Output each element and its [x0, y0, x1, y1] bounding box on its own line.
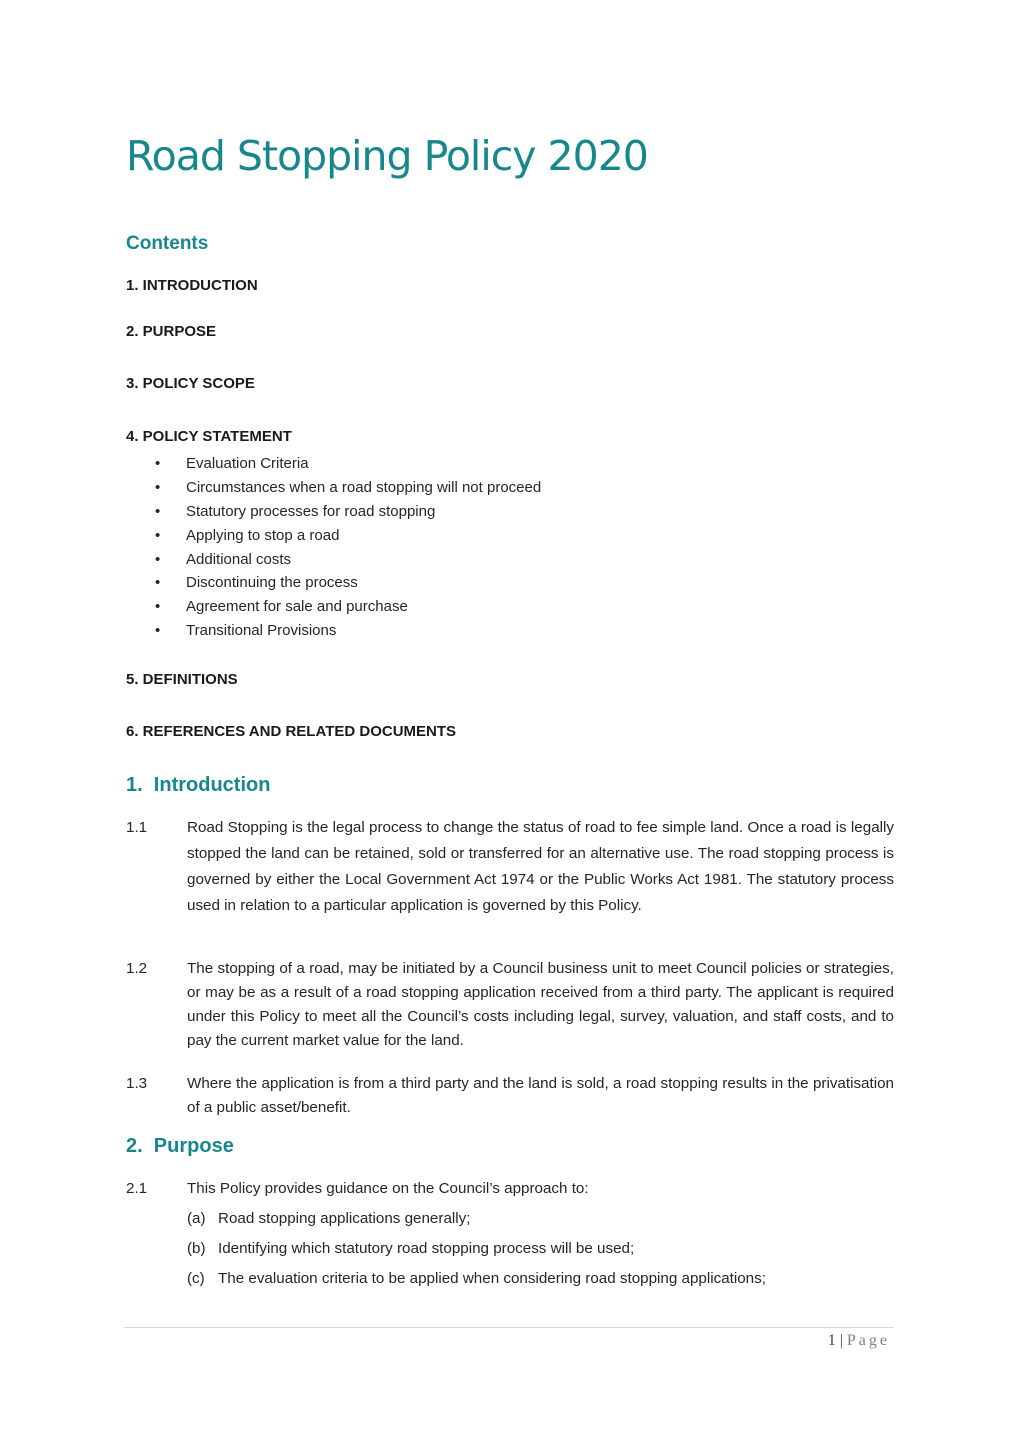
- page-footer: [828, 1331, 890, 1351]
- purpose-subitem-b: [187, 1238, 634, 1260]
- paragraph-number: 2.1: [126, 1180, 148, 1197]
- contents-heading: Contents: [126, 233, 209, 254]
- paragraph-1-3: [126, 1072, 894, 1120]
- subitem-label: (b): [187, 1240, 206, 1257]
- purpose-subitem-c: [187, 1268, 766, 1290]
- toc-item-policy-scope[interactable]: 3. POLICY SCOPE: [126, 375, 255, 392]
- bullet-icon: •: [155, 478, 161, 496]
- subitem-label: (a): [187, 1210, 206, 1227]
- paragraph-text: Road Stopping is the legal process to change the status of road to fee simple land. Once a road is legally stopped the land can be retained, sold or transferred for an alternative use. The road stopping process is governed by either the Local Government Act 1974 or the Public Works Act 1981. The statutory process used in relation to a particular application is governed by this Policy.: [187, 819, 894, 914]
- subitem-text: Identifying which statutory road stopping process will be used;: [218, 1240, 635, 1257]
- document-title: Road Stopping Policy 2020: [126, 132, 648, 180]
- toc-item-references[interactable]: 6. REFERENCES AND RELATED DOCUMENTS: [126, 723, 457, 740]
- subitem-text: Road stopping applications generally;: [218, 1210, 471, 1227]
- purpose-subitem-a: [187, 1208, 470, 1230]
- paragraph-number: 1.3: [126, 1075, 148, 1092]
- bullet-icon: •: [155, 526, 161, 544]
- footer-divider: [124, 1327, 894, 1328]
- paragraph-1-2: [126, 957, 894, 1053]
- paragraph-1-1: [126, 815, 894, 919]
- bullet-icon: •: [155, 622, 161, 640]
- toc-bullet-label: Additional costs: [186, 550, 292, 568]
- paragraph-text: This Policy provides guidance on the Council’s approach to:: [187, 1180, 589, 1197]
- paragraph-text: Where the application is from a third party and the land is sold, a road stopping results in the privatisation of a public asset/benefit.: [187, 1075, 894, 1116]
- bullet-icon: •: [155, 598, 161, 616]
- paragraph-2-1: [126, 1177, 894, 1201]
- toc-bullet-label: Discontinuing the process: [186, 574, 358, 592]
- paragraph-number: 1.1: [126, 819, 148, 836]
- bullet-icon: •: [155, 455, 161, 472]
- bullet-icon: •: [155, 574, 161, 592]
- page-label: Page: [846, 1332, 890, 1349]
- page-separator: |: [835, 1332, 847, 1349]
- paragraph-number: 1.2: [126, 960, 148, 977]
- toc-item-definitions[interactable]: 5. DEFINITIONS: [126, 671, 238, 688]
- toc-item-introduction[interactable]: 1. INTRODUCTION: [126, 277, 258, 294]
- toc-item-policy-statement[interactable]: 4. POLICY STATEMENT: [126, 428, 292, 445]
- subitem-label: (c): [187, 1270, 205, 1287]
- bullet-icon: •: [155, 502, 161, 520]
- toc-bullet-label: Applying to stop a road: [186, 526, 340, 544]
- bullet-icon: •: [155, 550, 161, 568]
- toc-item-purpose[interactable]: 2. PURPOSE: [126, 323, 217, 340]
- toc-bullet-label: Statutory processes for road stopping: [186, 502, 436, 520]
- toc-bullet-label: Transitional Provisions: [186, 622, 337, 640]
- toc-bullet-label: Agreement for sale and purchase: [186, 598, 408, 616]
- page-number: 1: [827, 1332, 836, 1349]
- toc-bullet-label: Circumstances when a road stopping will not proceed: [186, 478, 542, 496]
- section-heading-purpose: 2. Purpose: [126, 1135, 234, 1157]
- paragraph-text: The stopping of a road, may be initiated by a Council business unit to meet Council policies or strategies, or may be as a result of a road stopping application received from a third party. The applicant is required under this Policy to meet all the Council’s costs including legal, survey, valuation, and staff costs, and to pay the current market value for the land.: [187, 960, 894, 1049]
- toc-bullet-label: Evaluation Criteria: [186, 455, 309, 472]
- section-heading-introduction: 1. Introduction: [126, 774, 271, 796]
- subitem-text: The evaluation criteria to be applied when considering road stopping applications;: [218, 1270, 766, 1287]
